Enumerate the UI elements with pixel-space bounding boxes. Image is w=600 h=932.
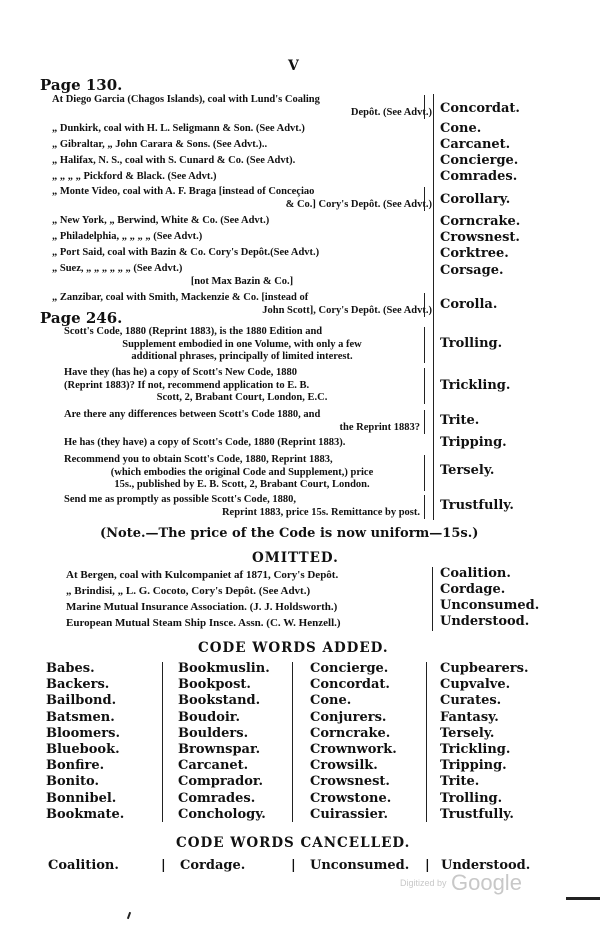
code-word: Trite. (440, 413, 480, 428)
google-logo: Google (450, 870, 522, 895)
omitted-heading: OMITTED. (252, 550, 339, 566)
code-word: Corolla. (440, 297, 498, 312)
code-word: Cordage. (440, 582, 506, 597)
code-word: Concordat. (440, 101, 520, 116)
code-word: Tripping. (440, 758, 507, 774)
entry-diego-garcia: At Diego Garcia (Chagos Islands), coal with Lund's Coaling Depôt. (See Advt.) (52, 94, 432, 118)
page-130-heading: Page 130. (40, 76, 123, 94)
entry-suez: „ Suez, „ „ „ „ „ „ (See Advt.) [not Max Bazin & Co.] (52, 263, 294, 287)
entry-philadelphia: „ Philadelphia, „ „ „ „ (See Advt.) (52, 231, 203, 242)
print-mark (127, 912, 131, 919)
code-word: Trustfully. (440, 498, 514, 513)
code-word: Crownwork. (310, 742, 397, 758)
entry-port-said: „ Port Said, coal with Bazin & Co. Cory's Depôt.(See Advt.) (52, 247, 320, 258)
entry-halifax-cunard: „ Halifax, N. S., coal with S. Cunard & Co. (See Advt). (52, 155, 296, 166)
code-word: Conchology. (178, 806, 266, 822)
code-word: Comrades. (178, 790, 256, 806)
code-word: Bookstand. (178, 693, 261, 709)
column-rule (432, 567, 433, 631)
digitized-watermark: Digitized by Google (400, 870, 522, 895)
code-word: Bonfire. (46, 758, 105, 774)
code-word: Trolling. (440, 790, 503, 806)
code-word: Carcanet. (178, 758, 249, 774)
code-word: Cone. (440, 121, 482, 136)
code-word: Brownspar. (178, 742, 261, 758)
added-heading: CODE WORDS ADDED. (198, 640, 389, 656)
entry-have-they: Have they (has he) a copy of Scott's New Code, 1880 (Reprint 1883)? If not, recommend application to E. B. Scott, 2, Brabant Court, London, E.C. (64, 367, 328, 403)
separator: | (161, 858, 166, 873)
omitted-entry: Marine Mutual Insurance Association. (J. J. Holdsworth.) (66, 601, 338, 613)
code-word: Cupvalve. (440, 677, 511, 693)
code-word: Corsage. (440, 263, 504, 278)
code-word: Comprador. (178, 774, 264, 790)
entry-dunkirk: „ Dunkirk, coal with H. L. Seligmann & Son. (See Advt.) (52, 123, 305, 134)
code-word: Bookmate. (46, 806, 125, 822)
column-rule (292, 662, 293, 822)
code-word: Bookmuslin. (178, 661, 270, 676)
code-word: Bluebook. (46, 742, 120, 758)
entry-zanzibar: „ Zanzibar, coal with Smith, Mackenzie & Co. [instead of John Scott], Cory's Depôt. (See Advt.) (52, 292, 432, 316)
code-word: Tripping. (440, 435, 507, 450)
code-word: Tersely. (440, 463, 495, 478)
code-word: Cuirassier. (310, 806, 389, 822)
code-word: Understood. (440, 614, 530, 629)
code-word: Boudoir. (178, 709, 240, 725)
print-mark (566, 897, 600, 900)
added-column-2 (178, 661, 270, 823)
brace (424, 495, 431, 519)
code-word: Bonnibel. (46, 790, 117, 806)
column-rule (426, 662, 427, 822)
code-word: Corncrake. (310, 725, 391, 741)
code-word: Bloomers. (46, 725, 120, 741)
code-word: Tersely. (440, 725, 495, 741)
code-word: Coalition. (48, 858, 119, 873)
brace (424, 293, 431, 317)
code-word: Bookpost. (178, 677, 251, 693)
code-word: Understood. (441, 858, 531, 873)
code-word: Corollary. (440, 192, 511, 207)
code-word: Comrades. (440, 169, 518, 184)
price-note: (Note.—The price of the Code is now uniform—15s.) (100, 526, 479, 541)
added-column-1 (46, 661, 124, 823)
code-word: Concierge. (440, 153, 519, 168)
entry-monte-video: „ Monte Video, coal with A. F. Braga [instead of Conceçiao & Co.] Cory's Depôt. (See Advt.) (52, 186, 432, 210)
separator: | (291, 858, 296, 873)
code-word: Trite. (440, 774, 480, 790)
code-word: Carcanet. (440, 137, 511, 152)
brace (424, 95, 431, 119)
column-rule (162, 662, 163, 822)
omitted-entry: „ Brindisi, „ L. G. Cocoto, Cory's Depôt. (See Advt.) (66, 585, 311, 597)
code-word: Cupbearers. (440, 661, 529, 676)
code-word: Trickling. (440, 378, 511, 393)
entry-recommend: Recommend you to obtain Scott's Code, 1880, Reprint 1883, (which embodies the original Code and Supplement,) price 15s., published by E. B. Scott, 2, Brabant Court, London. (64, 454, 374, 490)
entry-new-york: „ New York, „ Berwind, White & Co. (See Advt.) (52, 215, 270, 226)
code-word: Backers. (46, 677, 110, 693)
code-word: Cone. (310, 693, 352, 709)
page-number: V (288, 58, 299, 74)
code-word: Trustfully. (440, 806, 514, 822)
added-column-4 (440, 661, 529, 823)
code-word: Crowstone. (310, 790, 392, 806)
page-246-heading: Page 246. (40, 309, 123, 327)
column-rule (433, 94, 434, 520)
entry-gibraltar: „ Gibraltar, „ John Carara & Sons. (See Advt.).. (52, 139, 268, 150)
code-word: Trickling. (440, 742, 511, 758)
code-word: Curates. (440, 693, 502, 709)
code-word: Boulders. (178, 725, 249, 741)
code-word: Batsmen. (46, 709, 115, 725)
code-word: Fantasy. (440, 709, 499, 725)
code-word: Conjurers. (310, 709, 387, 725)
omitted-entry: At Bergen, coal with Kulcompaniet af 1871, Cory's Depôt. (66, 569, 339, 581)
brace (424, 327, 431, 363)
code-word: Trolling. (440, 336, 503, 351)
code-word: Unconsumed. (440, 598, 540, 613)
omitted-entry: European Mutual Steam Ship Insce. Assn. (C. W. Henzell.) (66, 617, 341, 629)
code-word: Bailbond. (46, 693, 117, 709)
code-word: Corncrake. (440, 214, 521, 229)
cancelled-heading: CODE WORDS CANCELLED. (176, 835, 411, 851)
code-word: Concierge. (310, 661, 389, 676)
entry-halifax-pickford: „ „ „ „ Pickford & Black. (See Advt.) (52, 171, 217, 182)
brace (424, 455, 431, 491)
brace (424, 410, 431, 434)
added-column-3 (310, 661, 397, 823)
code-word: Crowsnest. (310, 774, 390, 790)
brace (424, 187, 431, 211)
entry-differences: Are there any differences between Scott's Code 1880, and the Reprint 1883? (64, 409, 420, 433)
entry-he-has: He has (they have) a copy of Scott's Code, 1880 (Reprint 1883). (64, 437, 346, 448)
entry-send-me: Send me as promptly as possible Scott's Code, 1880, Reprint 1883, price 15s. Remittance by post. (64, 494, 420, 518)
code-word: Crowsnest. (440, 230, 520, 245)
code-word: Corktree. (440, 246, 509, 261)
code-word: Babes. (46, 661, 95, 676)
code-word: Crowsilk. (310, 758, 378, 774)
entry-scotts-code: Scott's Code, 1880 (Reprint 1883), is the 1880 Edition and Supplement embodied in one Volume, with only a few additional phrases, principally of limited interest. (64, 326, 362, 362)
separator: | (425, 858, 430, 873)
brace (424, 368, 431, 404)
code-word: Concordat. (310, 677, 390, 693)
code-word: Unconsumed. (310, 858, 410, 873)
code-word: Cordage. (180, 858, 246, 873)
code-word: Bonito. (46, 774, 100, 790)
code-word: Coalition. (440, 566, 511, 581)
